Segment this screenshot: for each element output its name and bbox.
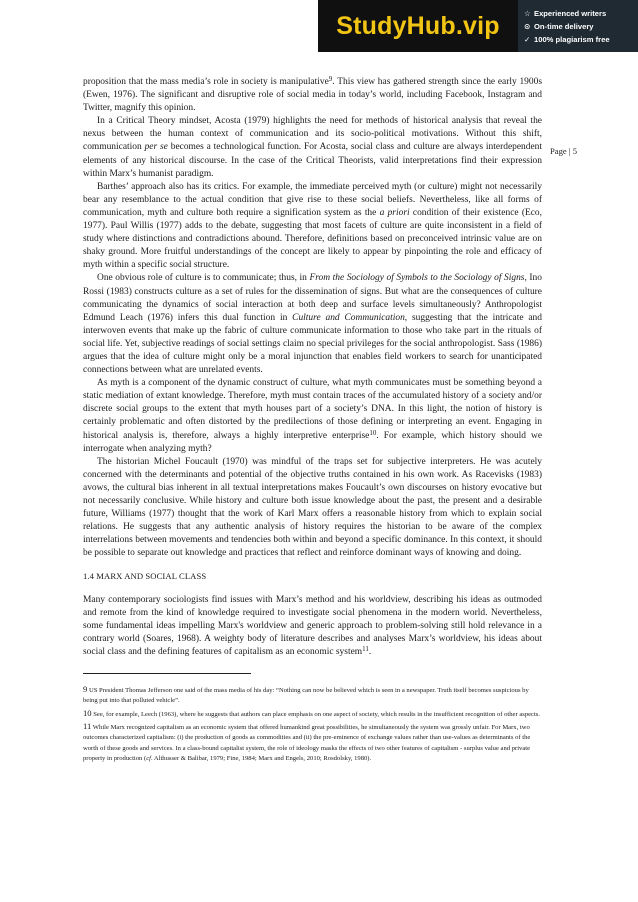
- footnote-ref[interactable]: 10: [369, 428, 377, 437]
- promo-banner[interactable]: [318, 0, 638, 52]
- section-heading: 1.4 MARX AND SOCIAL CLASS: [83, 571, 207, 582]
- clock-icon: ⊙: [524, 21, 531, 31]
- document-body: [83, 76, 542, 765]
- paragraph: The historian Michel Foucault (1970) was mindful of the traps set for subjective interpreters. He was acutely concerned with the determinants and potential of the objective truths contained in his own work. As Racevisks (1983) avows, the cultural bias inherent in all textual interpretations makes Foucault’s own discourses on history evocative but not necessarily conclusive. While history and culture both issue knowledge about the past, the present and a desirable future, Williams (1977) thought that the work of Karl Marx offers a reasonable history from which to explain social relations. He suggests that any authentic analysis of history requires the historian to be aware of the complex interrelations between movements and tendencies both within and beyond a specific dominance. In this context, it should be possible to separate out knowledge and practices that reflect and reinforce dominant ways of knowing and doing.: [83, 456, 542, 559]
- star-icon: ☆: [524, 8, 531, 18]
- footnote-ref[interactable]: 11: [362, 644, 369, 653]
- feature-item: ✓ 100% plagiarism free: [524, 34, 610, 44]
- shield-icon: ✓: [524, 34, 531, 44]
- feature-list: [518, 0, 638, 52]
- footnote-divider: [83, 673, 251, 674]
- brand-name: StudyHub.vip: [336, 11, 500, 40]
- paragraph: Barthes’ approach also has its critics. For example, the immediate perceived myth (or culture) might not necessarily bear any resemblance to the actual condition that give rise to these social beliefs. Nevertheless, like all forms of communication, myth and culture both require a signification system as the a priori condition of their existence (Eco, 1977). Paul Willis (1977) adds to the debate, suggesting that most facets of culture are quite inconsistent in a field of study where distinctions and contradictions abound. Therefore, definitions based on preconceived intrinsic value are on shaky ground. More fruitful understandings of the concept are likely to appear by pinpointing the role and efficacy of myth within a specific social structure.: [83, 181, 543, 271]
- footnote: 10 See, for example, Leech (1963), where he suggests that authors can place emphasis on one aspect of society, which results in the insufficient recognition of other aspects.: [83, 707, 541, 718]
- paragraph: As myth is a component of the dynamic construct of culture, what myth communicates must be something beyond a static mediation of extant knowledge. Therefore, myth must contain traces of the accumulated history of a society and/or discrete social groups to the extent that myth houses part of a society’s DNA. In this light, the notion of history is certainly problematic and often distorted by the predilections of those defining or interpreting an event. Engaging in historical analysis is, therefore, always a highly interpretive enterprise$^{10}$. For example, which history should we interrogate when analyzing myth?: [83, 378, 543, 454]
- paragraph: proposition that the mass media’s role in society is manipulative$^9$. This view has gathered strength since the early 1900s (Ewen, 1976). The significant and disruptive role of social media in today’s world, including Facebook, Instagram and Twitter, magnify this opinion.: [83, 75, 542, 114]
- footnote: 9 US President Thomas Jefferson one said of the mass media of his day: “Nothing can now be believed which is seen in a newspaper. Truth itself becomes suspicious by being put into that polluted vehicle”.: [83, 684, 529, 705]
- footnote: 11 While Marx recognized capitalism as an economic system that offered humankind great possibilities, he simultaneously the system was grossly unfair. For Marx, two outcomes characterized capitalism: (i) the production of goods as commodities and (ii) the pre-eminence of exchange values rather than use-values as determinants of the worth of these goods and services. In a class-bound capitalist system, the role of ideology masks the effects of two other features of capitalism - surplus value and private property in production (cf. Althusser & Balibar, 1979; Fine, 1984; Marx and Engels, 2010; Rosdolsky, 1980).: [83, 720, 531, 762]
- feature-item: ☆ Experienced writers: [524, 8, 607, 18]
- paragraph: In a Critical Theory mindset, Acosta (1979) highlights the need for methods of historical analysis that reveal the nexus between the human context of communication and its socio-political motivations. Without this shift, communication per se becomes a technological function. For Acosta, social class and culture are always interdependent elements of any historical discourse. In the case of the Critical Theorists, valid interpretations find their expression within Marx’s humanist paradigm.: [83, 116, 543, 179]
- brand-logo[interactable]: [318, 0, 518, 52]
- feature-item: ⊙ On-time delivery: [524, 21, 594, 31]
- paragraph: One obvious role of culture is to communicate; thus, in From the Sociology of Symbols to the Sociology of Signs, Ino Rossi (1983) constructs culture as a set of rules for the dissemination of signs. But what are the consequences of culture communicating the dynamics of social interaction at both deep and surface levels simultaneously? Anthropologist Edmund Leach (1976) infers this dual function in Culture and Communication, suggesting that the intricate and interwoven events that make up the fabric of culture communicate information to those who take part in the rituals of social life. Yet, subjective readings of social settings claim no special privileges for the social anthropologist. Sass (1986) argues that the idea of culture might only be a moral injunction that enables field workers to search for unanticipated connections between what are unrelated events.: [83, 273, 542, 376]
- footnote-ref[interactable]: 9: [328, 75, 333, 83]
- paragraph: Many contemporary sociologists find issues with Marx’s method and his worldview, describing his ideas as outmoded and remote from the kind of knowledge required to investigate social phenomena in the modern world. Nevertheless, some fundamental ideas impelling Marx's worldview and generic approach to problem-solving still hold relevance in a contrary world (Soares, 1968). A weighty body of literature describes and analyses Marx’s worldview, his ideas about social class and the defining features of capitalism as an economic system$^{11}$.: [83, 594, 542, 657]
- page-number: Page | 5: [550, 146, 578, 156]
